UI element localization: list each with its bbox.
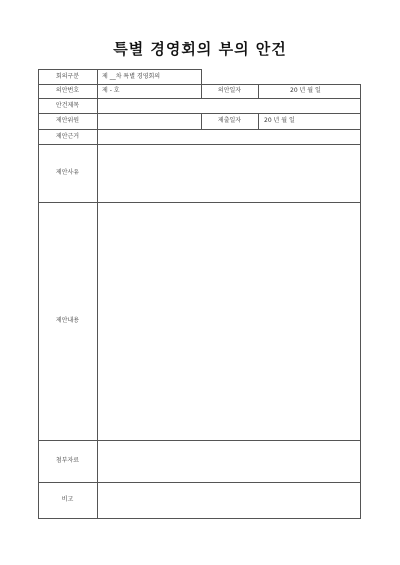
rule [38, 144, 361, 145]
rule [258, 113, 259, 129]
rule [38, 482, 361, 483]
rule [38, 84, 361, 85]
rule [38, 440, 361, 441]
meeting-type-label: 회의구분 [55, 73, 80, 80]
rule [201, 69, 202, 84]
rule [38, 69, 202, 70]
rule [258, 84, 259, 98]
agenda-date-value[interactable]: 20 년 월 일 [290, 87, 321, 94]
reason-label: 제안사유 [55, 169, 80, 176]
agenda-number-value[interactable]: 제 - 호 [102, 87, 120, 94]
rule [38, 129, 361, 130]
attachments-label: 첨부자료 [55, 457, 80, 464]
submission-date-label: 제출일자 [217, 117, 242, 124]
submission-date-value[interactable]: 20 년 월 일 [264, 117, 295, 124]
document-title: 특별 경영회의 부의 안건 [113, 40, 287, 58]
rule [360, 84, 361, 519]
agenda-number-label: 의안번호 [55, 87, 80, 94]
remarks-label: 비고 [61, 496, 74, 503]
agenda-title-label: 안건제목 [55, 102, 80, 109]
rule [97, 69, 98, 519]
basis-label: 제안근거 [55, 133, 80, 140]
rule [38, 113, 361, 114]
meeting-type-value[interactable]: 제 __차 특별 경영회의 [102, 73, 161, 80]
proposer-label: 제안위원 [55, 117, 80, 124]
agenda-date-label: 의안일자 [217, 87, 242, 94]
rule [38, 98, 361, 99]
rule [38, 202, 361, 203]
rule [38, 518, 361, 519]
content-label: 제안내용 [55, 317, 80, 324]
